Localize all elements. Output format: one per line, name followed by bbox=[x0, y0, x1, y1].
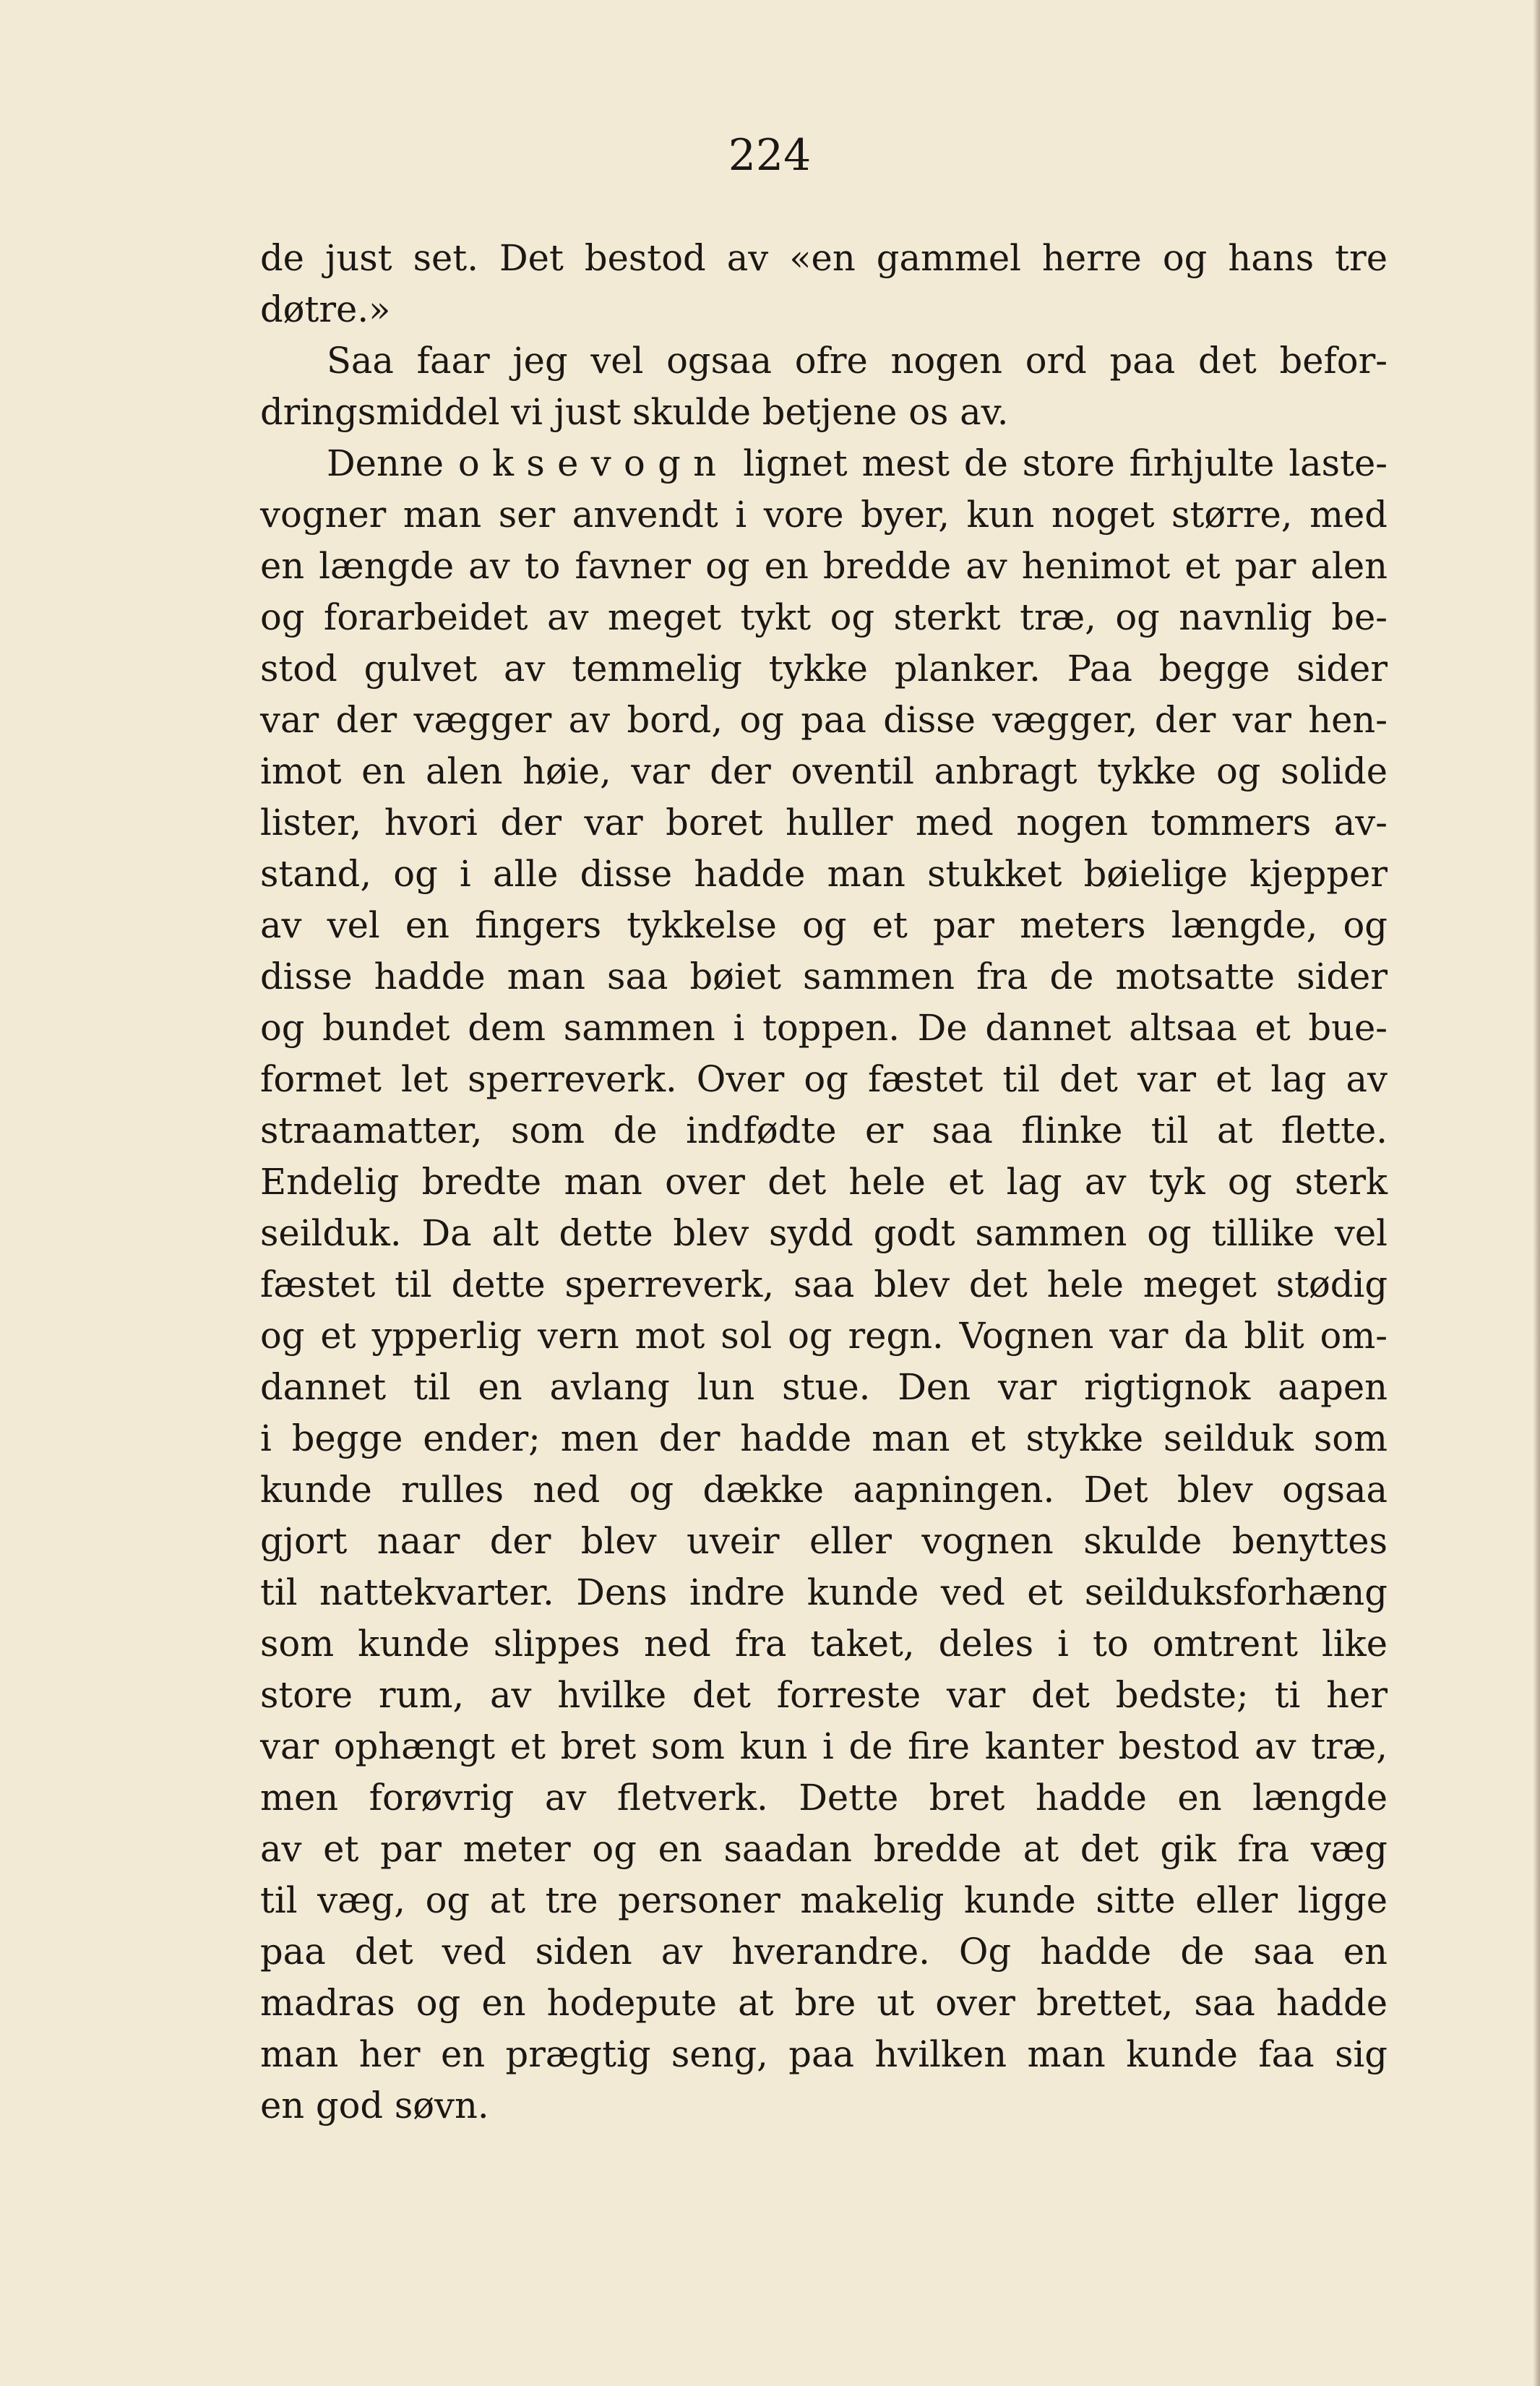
text-line: fæstet til dette sperreverk, saa blev det hele meget stødig bbox=[260, 1263, 1388, 1305]
text-segment: lignet mest de store firhjulte laste- bbox=[728, 442, 1388, 484]
text-line: man her en prægtig seng, paa hvilken man kunde faa sig bbox=[260, 2033, 1388, 2075]
text-line: til væg, og at tre personer makelig kunde sitte eller ligge bbox=[260, 1879, 1388, 1921]
body-text bbox=[260, 233, 1388, 2132]
text-line: Saa faar jeg vel ogsaa ofre nogen ord paa det befor- bbox=[327, 340, 1388, 382]
text-line: av et par meter og en saadan bredde at det gik fra væg bbox=[260, 1828, 1388, 1870]
text-line: formet let sperreverk. Over og fæstet til det var et lag av bbox=[260, 1058, 1388, 1100]
spaced-word: oksevogn bbox=[457, 442, 729, 484]
text-line: vogner man ser anvendt i vore byer, kun noget større, med bbox=[260, 494, 1388, 536]
text-line: gjort naar der blev uveir eller vognen skulde benyttes bbox=[260, 1520, 1388, 1562]
text-line: de just set. Det bestod av «en gammel herre og hans tre bbox=[260, 237, 1388, 279]
text-line: paa det ved siden av hverandre. Og hadde de saa en bbox=[260, 1931, 1388, 1973]
text-line: kunde rulles ned og dække aapningen. Det blev ogsaa bbox=[260, 1469, 1388, 1511]
text-line: og forarbeidet av meget tykt og sterkt træ, og navnlig be- bbox=[260, 596, 1388, 638]
text-line: disse hadde man saa bøiet sammen fra de motsatte sider bbox=[260, 956, 1388, 997]
text-line: straamatter, som de indfødte er saa flinke til at flette. bbox=[260, 1110, 1388, 1151]
page-edge-shadow bbox=[1533, 0, 1540, 2386]
text-line: en længde av to favner og en bredde av henimot et par alen bbox=[260, 545, 1388, 587]
text-line: var der vægger av bord, og paa disse vægger, der var hen- bbox=[260, 699, 1388, 741]
text-line: men forøvrig av fletverk. Dette bret hadde en længde bbox=[260, 1777, 1388, 1819]
text-line bbox=[260, 438, 1388, 489]
text-line: og bundet dem sammen i toppen. De dannet altsaa et bue- bbox=[260, 1007, 1388, 1049]
text-line: døtre.» bbox=[260, 288, 391, 330]
text-line: imot en alen høie, var der oventil anbragt tykke og solide bbox=[260, 750, 1388, 792]
text-line: i begge ender; men der hadde man et stykke seilduk som bbox=[260, 1417, 1388, 1459]
text-line: dannet til en avlang lun stue. Den var rigtignok aapen bbox=[260, 1366, 1388, 1408]
text-line: en god søvn. bbox=[260, 2085, 489, 2127]
text-line: madras og en hodepute at bre ut over brettet, saa hadde bbox=[260, 1982, 1388, 2024]
text-segment: Denne bbox=[327, 442, 458, 484]
text-line: som kunde slippes ned fra taket, deles i to omtrent like bbox=[260, 1623, 1388, 1665]
text-line: stod gulvet av temmelig tykke planker. Paa begge sider bbox=[260, 648, 1388, 690]
text-line: stand, og i alle disse hadde man stukket bøielige kjepper bbox=[260, 853, 1388, 895]
text-line: av vel en fingers tykkelse og et par meters længde, og bbox=[260, 904, 1388, 946]
text-line: dringsmiddel vi just skulde betjene os av. bbox=[260, 391, 1009, 433]
page-number: 224 bbox=[728, 130, 812, 181]
text-line: lister, hvori der var boret huller med nogen tommers av- bbox=[260, 802, 1388, 844]
text-line: og et ypperlig vern mot sol og regn. Vognen var da blit om- bbox=[260, 1315, 1388, 1357]
text-line: til nattekvarter. Dens indre kunde ved et seilduksforhæng bbox=[260, 1571, 1388, 1613]
text-line: Endelig bredte man over det hele et lag av tyk og sterk bbox=[260, 1161, 1388, 1203]
text-line: var ophængt et bret som kun i de fire kanter bestod av træ, bbox=[260, 1725, 1388, 1767]
text-line: seilduk. Da alt dette blev sydd godt sammen og tillike vel bbox=[260, 1212, 1388, 1254]
text-line: store rum, av hvilke det forreste var det bedste; ti her bbox=[260, 1674, 1388, 1716]
